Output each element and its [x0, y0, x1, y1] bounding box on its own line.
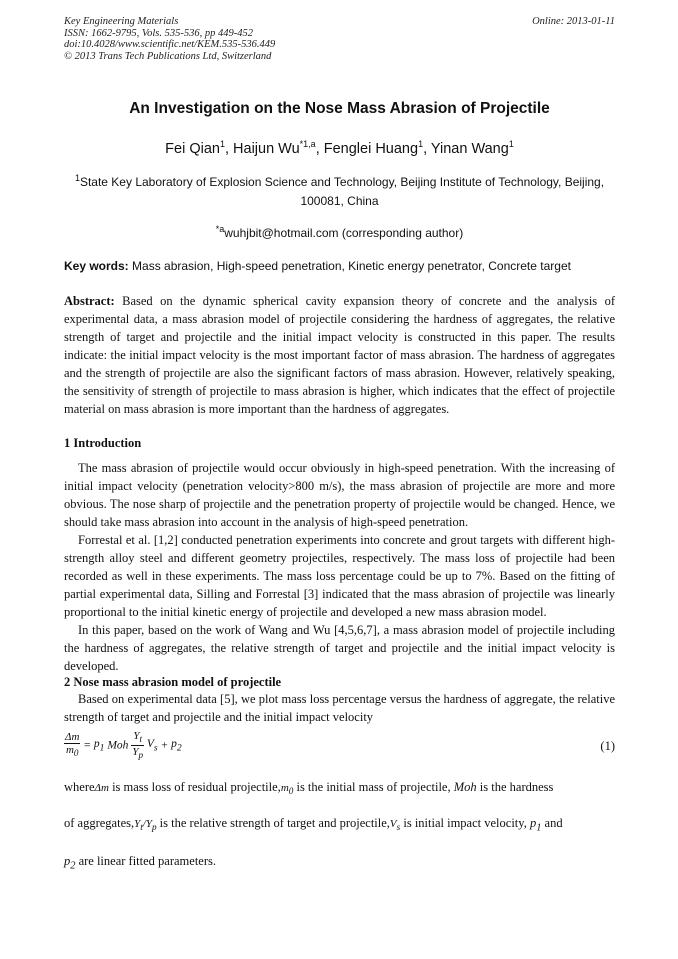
- text: of aggregates,: [64, 816, 135, 831]
- section-heading-model: 2 Nose mass abrasion model of projectile: [64, 674, 282, 689]
- affiliation: [64, 169, 615, 211]
- copyright-line: © 2013 Trans Tech Publications Ltd, Switzerland: [64, 50, 272, 62]
- subscript: 1: [99, 742, 105, 754]
- subscript: 1: [536, 822, 542, 834]
- issn-line: ISSN: 1662-9795, Vols. 535-536, pp 449-452: [64, 27, 253, 39]
- author-affiliation-mark: 1: [418, 139, 424, 149]
- symbol: p: [529, 816, 537, 831]
- author-separator: ,: [423, 140, 431, 157]
- affiliation-line-2: 100081, China: [300, 193, 379, 208]
- math-symbol: [280, 781, 294, 797]
- author-name: Fei Qian: [165, 140, 220, 157]
- email-mark: *a: [215, 223, 225, 234]
- subscript: 0: [288, 786, 294, 797]
- subscript: t: [139, 734, 142, 745]
- intro-paragraph-2: Forrestal et al. [1,2] conducted penetration experiments into concrete and grout targets with different high-strength alloy steel and different geometry projectiles, respectively. The mass loss of projectile had been recorded as well in these experiments. The mass loss percentage could be up to 7%. Based on the fitting of partial experimental data, Silling and Forrestal [3] indicated that the mass abrasion of projectile was linearly proportional to the initial kinetic energy of projectile and developed a new mass abrasion model.: [64, 532, 615, 619]
- text: is mass loss of residual projectile,: [108, 779, 281, 794]
- email-text[interactable]: wuhjbit@hotmail.com (corresponding author): [224, 225, 464, 240]
- author-affiliation-mark: 1: [508, 139, 514, 149]
- subscript: p: [151, 822, 157, 833]
- equation-body: [64, 730, 182, 761]
- subscript: 2: [70, 860, 76, 872]
- text: is the relative strength of target and projectile,: [156, 816, 390, 831]
- symbol: Y: [145, 818, 152, 831]
- model-paragraph: Based on experimental data [5], we plot mass loss percentage versus the hardness of aggregate, the relative strength of target and projectile and the initial impact velocity: [64, 691, 615, 724]
- journal-name: Key Engineering Materials: [64, 16, 179, 27]
- strength-ratio-fraction: [131, 730, 144, 761]
- subscript: 2: [176, 742, 182, 754]
- intro-paragraph-3: In this paper, based on the work of Wang and Wu [4,5,6,7], a mass abrasion model of projectile including the hardness of aggregates, the relative strength of target and projectile and the initial impact velocity is developed.: [64, 622, 615, 673]
- symbol: /: [142, 818, 146, 831]
- vs-symbol: [146, 737, 158, 754]
- lhs-denominator: [64, 744, 80, 759]
- yt-numerator: [131, 730, 144, 746]
- doi-line[interactable]: doi:10.4028/www.scientific.net/KEM.535-536.449: [64, 39, 276, 50]
- symbol: p: [64, 853, 71, 868]
- symbol: Y: [132, 746, 139, 759]
- lhs-fraction: [64, 731, 80, 759]
- text: is the hardness: [476, 779, 554, 794]
- keywords-text: Mass abrasion, High-speed penetration, Kinetic energy penetrator, Concrete target: [132, 258, 571, 273]
- symbol: V: [146, 737, 154, 750]
- abstract-text: Based on the dynamic spherical cavity expansion theory of concrete and the analysis of experimental data, a mass abrasion model of projectile considering the hardness of aggregates, the relative strength of target and projectile and the initial impact velocity is constructed in this paper. The results indicate: the initial impact velocity is the most important factor of mass abrasion. The hardness of aggregates and the strength of projectile are also the significant factors of mass abrasion. However, relatively speaking, the sensitivity of strength of projectile to mass abrasion is higher, which indicates that the effect of projectile material on mass abrasion is more important than the hardness of aggregates.: [64, 293, 616, 416]
- intro-paragraph-1: The mass abrasion of projectile would occur obviously in high-speed penetration. With the increasing of initial impact velocity (penetration velocity>800 m/s), the mass abrasion of projectile are more and more obvious. The nose sharp of projectile and the penetration property of projectile would be changed. Hence, we should take mass abrasion into account in the analysis of high-speed penetration.: [64, 460, 615, 529]
- keywords-label: Key words:: [64, 258, 129, 273]
- symbol: p: [171, 737, 177, 750]
- p1-symbol: [93, 737, 105, 754]
- affiliation-line-1: State Key Laboratory of Explosion Science and Technology, Beijing Institute of Technology, Beijing,: [79, 174, 605, 189]
- author-separator: ,: [315, 140, 324, 157]
- symbol: m: [280, 781, 289, 794]
- symbol: Y: [134, 818, 141, 831]
- equation-1: [64, 728, 615, 766]
- author-name: Fenglei Huang: [323, 140, 419, 157]
- yp-denominator: [131, 746, 144, 761]
- section-heading-introduction: 1 Introduction: [64, 435, 142, 450]
- math-symbol: Moh: [453, 779, 477, 794]
- text: where: [64, 779, 95, 794]
- author-affiliation-mark: *1,a: [299, 139, 316, 149]
- math-symbol: [389, 818, 401, 833]
- text: and: [541, 816, 563, 831]
- equals-sign: =: [83, 739, 92, 752]
- where-clause-line-1: [64, 778, 615, 800]
- subscript: 0: [73, 748, 79, 759]
- p2-symbol: [171, 737, 182, 754]
- moh-symbol: Moh: [107, 739, 129, 752]
- math-symbol: [64, 853, 76, 872]
- keywords: [64, 259, 615, 273]
- author-name: Yinan Wang: [430, 140, 509, 157]
- affiliation-mark: 1: [74, 172, 80, 183]
- math-symbol: Δm: [94, 781, 109, 794]
- subscript: s: [396, 822, 401, 833]
- author-name: Haijun Wu: [233, 140, 300, 157]
- math-symbol: [134, 818, 157, 833]
- lhs-numerator: Δm: [65, 731, 80, 744]
- text: is initial impact velocity,: [400, 816, 530, 831]
- equation-number: (1): [600, 738, 615, 753]
- subscript: p: [138, 750, 144, 761]
- text: are linear fitted parameters.: [75, 853, 216, 868]
- corresponding-email: [64, 224, 615, 240]
- plus-sign: +: [160, 739, 169, 752]
- text: is the initial mass of projectile,: [293, 779, 454, 794]
- symbol: V: [389, 818, 397, 831]
- abstract-label: Abstract:: [64, 293, 115, 308]
- m-symbol: m: [65, 744, 74, 757]
- journal-header: [64, 16, 615, 62]
- where-clause-line-3: [64, 852, 615, 876]
- symbol: Y: [133, 729, 140, 742]
- abstract: [64, 292, 615, 418]
- author-affiliation-mark: 1: [219, 139, 225, 149]
- online-date: Online: 2013-01-11: [532, 16, 615, 27]
- author-separator: ,: [224, 140, 234, 157]
- math-symbol: [529, 816, 542, 834]
- paper-title: An Investigation on the Nose Mass Abrasion of Projectile: [129, 100, 550, 117]
- author-list: [64, 139, 615, 157]
- subscript: t: [140, 822, 143, 833]
- symbol: p: [93, 737, 100, 750]
- subscript: s: [153, 742, 158, 754]
- where-clause-line-2: [64, 814, 615, 838]
